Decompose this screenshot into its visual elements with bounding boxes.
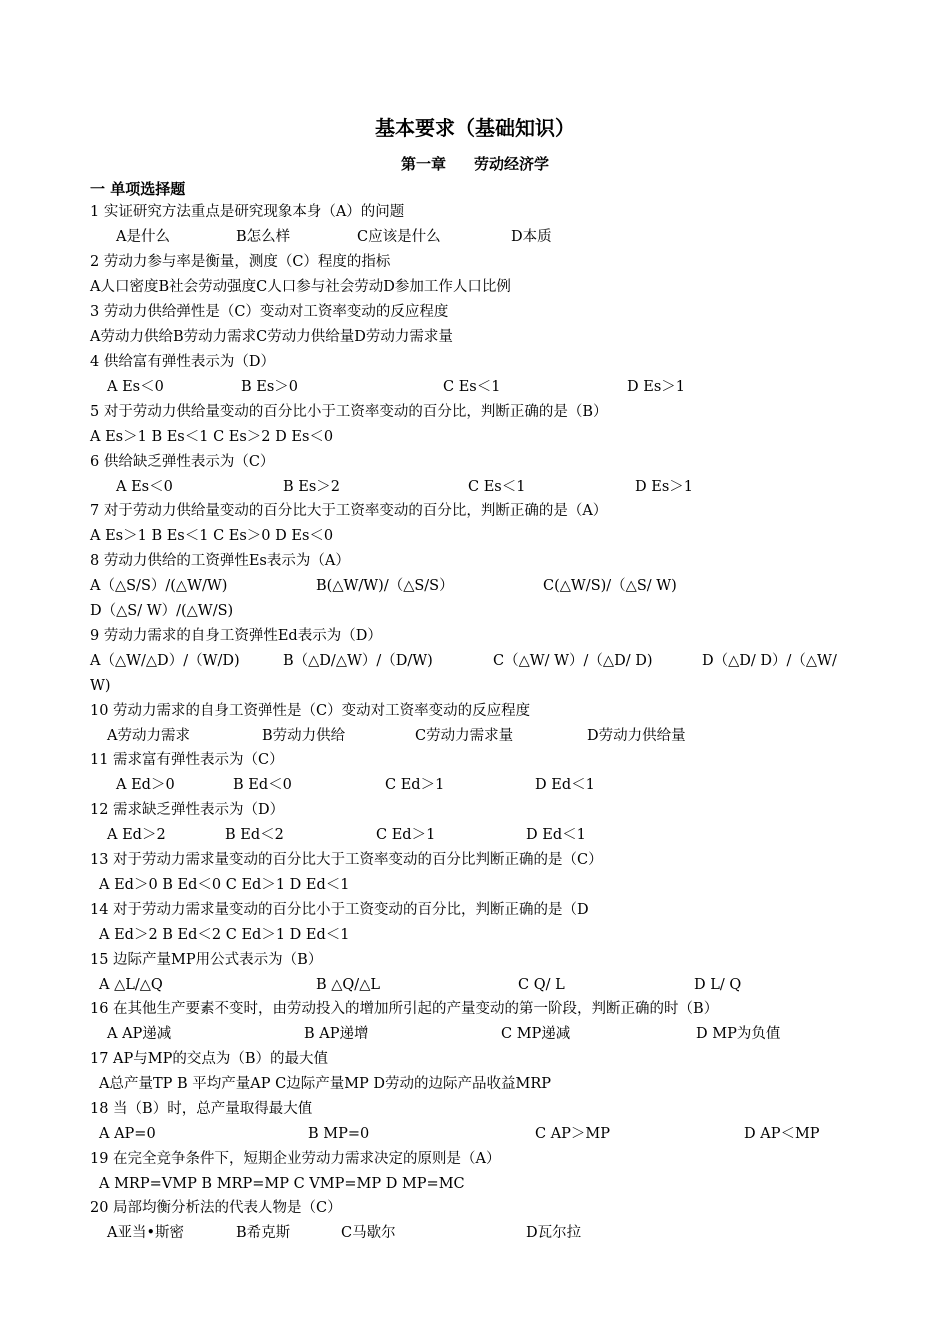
- question-line: 4 供给富有弹性表示为（D）: [90, 354, 275, 370]
- option-line: A总产量TP B 平均产量AP C边际产量MP D劳动的边际产品收益MRP: [99, 1076, 552, 1092]
- question-line: 14 对于劳动力需求量变动的百分比小于工资变动的百分比，判断正确的是（D: [90, 902, 589, 918]
- question-line: 3 劳动力供给弹性是（C）变动对工资率变动的反应程度: [90, 304, 449, 320]
- option-line: A Es＞1 B Es＜1 C Es＞0 D Es＜0: [90, 528, 334, 544]
- option: C（△W/ W）/（△D/ D): [493, 653, 653, 669]
- option: D瓦尔拉: [526, 1225, 582, 1241]
- option: A（△S/S）/(△W/W): [90, 578, 228, 594]
- option: B AP递增: [304, 1026, 369, 1042]
- question-line: 15 边际产量MP用公式表示为（B）: [90, 952, 323, 968]
- option: D L/ Q: [694, 977, 742, 993]
- option: C MP递减: [501, 1026, 571, 1042]
- option: C AP＞MP: [535, 1126, 611, 1142]
- page-title: 基本要求（基础知识）: [375, 116, 575, 140]
- question-line: 20 局部均衡分析法的代表人物是（C）: [90, 1200, 342, 1216]
- question-line: 18 当（B）时，总产量取得最大值: [90, 1101, 313, 1117]
- question-line: 2 劳动力参与率是衡量，测度（C）程度的指标: [90, 254, 391, 270]
- option: D劳动力供给量: [587, 728, 686, 744]
- chapter-heading: [0, 153, 950, 174]
- option: C应该是什么: [357, 229, 441, 245]
- question-line: 5 对于劳动力供给量变动的百分比小于工资率变动的百分比，判断正确的是（B）: [90, 404, 608, 420]
- option: C Es＜1: [443, 379, 501, 395]
- option: B Ed＜2: [225, 827, 284, 843]
- question-line: 12 需求缺乏弹性表示为（D）: [90, 802, 285, 818]
- option: B怎么样: [236, 229, 291, 245]
- option: A AP=0: [99, 1126, 156, 1142]
- chapter-name: 劳动经济学: [474, 155, 550, 173]
- option: A亚当•斯密: [107, 1225, 185, 1241]
- option: C劳动力需求量: [415, 728, 514, 744]
- option: B MP=0: [308, 1126, 370, 1142]
- option: B(△W/W)/（△S/S）: [316, 578, 454, 594]
- option-line: D（△S/ W）/(△W/S): [90, 603, 234, 619]
- option-line: A MRP=VMP B MRP=MP C VMP=MP D MP=MC: [99, 1176, 465, 1192]
- option: A劳动力需求: [107, 728, 190, 744]
- option-line: W): [90, 678, 111, 694]
- option: A △L/△Q: [99, 977, 163, 993]
- question-line: 13 对于劳动力需求量变动的百分比大于工资率变动的百分比判断正确的是（C）: [90, 852, 603, 868]
- option-line: A Ed＞0 B Ed＜0 C Ed＞1 D Ed＜1: [99, 877, 350, 893]
- question-line: 17 AP与MP的交点为（B）的最大值: [90, 1051, 329, 1067]
- section-heading: 一 单项选择题: [90, 180, 186, 198]
- option: B △Q/△L: [316, 977, 380, 993]
- question-line: 9 劳动力需求的自身工资弹性Ed表示为（D）: [90, 628, 382, 644]
- option: C Ed＞1: [385, 777, 445, 793]
- option: C Q/ L: [518, 977, 565, 993]
- question-line: 19 在完全竞争条件下，短期企业劳动力需求决定的原则是（A）: [90, 1151, 501, 1167]
- option: D Ed＜1: [526, 827, 586, 843]
- chapter-number: 第一章: [400, 155, 446, 173]
- option: C马歇尔: [341, 1225, 396, 1241]
- option: B Es＞0: [241, 379, 299, 395]
- option: A Es＜0: [107, 379, 164, 395]
- option: A（△W/△D）/（W/D): [90, 653, 240, 669]
- option-line: A劳动力供给B劳动力需求C劳动力供给量D劳动力需求量: [90, 329, 453, 345]
- option: B（△D/△W）/（D/W): [283, 653, 433, 669]
- option-line: A人口密度B社会劳动强度C人口参与社会劳动D参加工作人口比例: [90, 279, 511, 295]
- option: D MP为负值: [696, 1026, 781, 1042]
- option: D Es＞1: [635, 479, 693, 495]
- option: A Ed＞2: [107, 827, 166, 843]
- option: B劳动力供给: [262, 728, 346, 744]
- option: D AP＜MP: [744, 1126, 820, 1142]
- option: A Ed＞0: [116, 777, 175, 793]
- question-line: 8 劳动力供给的工资弹性Es表示为（A）: [90, 553, 350, 569]
- question-line: 10 劳动力需求的自身工资弹性是（C）变动对工资率变动的反应程度: [90, 703, 531, 719]
- question-line: 16 在其他生产要素不变时，由劳动投入的增加所引起的产量变动的第一阶段，判断正确的时（B）: [90, 1001, 719, 1017]
- option: A是什么: [116, 229, 170, 245]
- option: B Ed＜0: [233, 777, 292, 793]
- option: A Es＜0: [116, 479, 173, 495]
- option: B希克斯: [236, 1225, 291, 1241]
- option: D Es＞1: [627, 379, 685, 395]
- option-line: A Ed＞2 B Ed＜2 C Ed＞1 D Ed＜1: [99, 927, 350, 943]
- option: C Es＜1: [468, 479, 526, 495]
- option: D Ed＜1: [535, 777, 595, 793]
- option: D本质: [511, 229, 552, 245]
- option: C(△W/S)/（△S/ W): [543, 578, 677, 594]
- option: B Es＞2: [283, 479, 341, 495]
- option: D（△D/ D）/（△W/: [702, 653, 837, 669]
- question-line: 1 实证研究方法重点是研究现象本身（A）的问题: [90, 204, 405, 220]
- option: C Ed＞1: [376, 827, 436, 843]
- question-line: 7 对于劳动力供给量变动的百分比大于工资率变动的百分比，判断正确的是（A）: [90, 503, 608, 519]
- question-line: 11 需求富有弹性表示为（C）: [90, 752, 284, 768]
- question-line: 6 供给缺乏弹性表示为（C）: [90, 454, 275, 470]
- option-line: A Es＞1 B Es＜1 C Es＞2 D Es＜0: [90, 429, 334, 445]
- option: A AP递减: [107, 1026, 172, 1042]
